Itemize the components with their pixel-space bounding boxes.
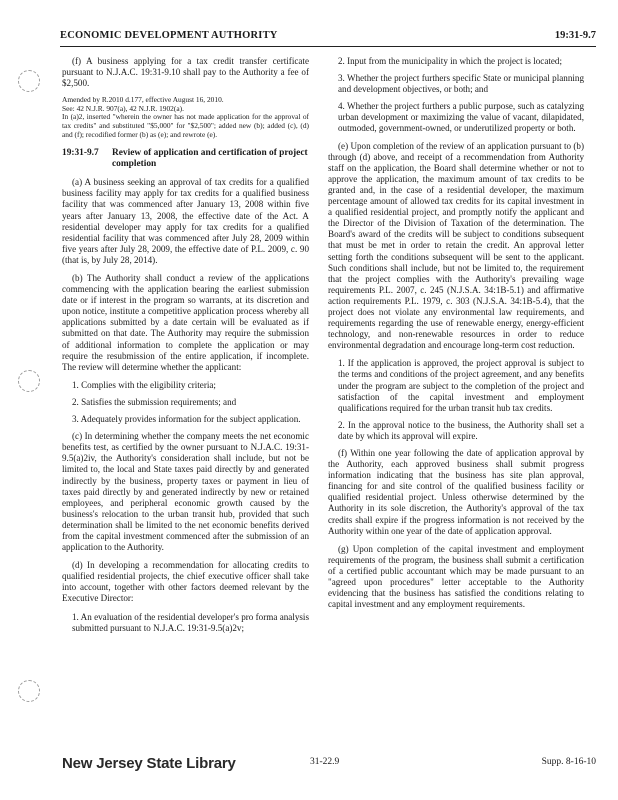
binder-holes	[14, 0, 44, 800]
right-column	[328, 56, 584, 617]
list-item-d3: 3. Whether the project furthers specific State or municipal planning and development objectives, or both; and	[338, 73, 584, 95]
header-title: ECONOMIC DEVELOPMENT AUTHORITY	[60, 30, 278, 41]
running-header	[60, 30, 596, 47]
list-item-e1: 1. If the application is approved, the project approval is subject to the terms and conditions of the project agreement, and any benefits under the program are subject to the completion of the project and satisfaction of the capital investment and employment qualifications required for the urban transit hub tax credits.	[338, 358, 584, 413]
section-number: 19:31-9.7	[62, 148, 99, 159]
paragraph-a: (a) A business seeking an approval of tax credits for a qualified business facility may apply for tax credits for a qualified business facility that was commenced after January 13, 2008 within five years after January 13, 2008, the effective date of the Act. A residential developer may apply for tax credits for a qualified residential facility that was commenced after July 28, 2009 within five years after July 28, 2009, the effective date of P.L. 2009, c. 90 (that is, by July 28, 2014).	[62, 177, 309, 265]
amendment-history	[62, 96, 309, 139]
section-heading	[62, 148, 309, 170]
header-section-ref: 19:31-9.7	[554, 30, 596, 41]
binder-hole-icon	[18, 70, 40, 92]
list-item-d2: 2. Input from the municipality in which the project is located;	[338, 56, 563, 66]
amended-line: Amended by R.2010 d.177, effective August 16, 2010.	[62, 95, 224, 105]
library-watermark: New Jersey State Library	[62, 755, 236, 772]
paragraph-c: (c) In determining whether the company meets the net economic benefits test, as certified by the owner pursuant to N.J.A.C. 19:31-9.5(a)2iv, the Authority's consideration shall include, but not be limited to, the local and State taxes paid directly by and generated indirectly by the business, property taxes or payment in lieu of taxes paid directly by and generated indirectly by new or retained employees, and peripheral economic growth caused by the business's relocation to the urban transit hub, provided that such determination shall be limited to the net economic benefits derived from the capital investment commenced after the submission of an application to the Authority.	[62, 431, 309, 553]
page-footer	[62, 755, 596, 775]
binder-hole-icon	[18, 370, 40, 392]
left-column	[62, 56, 309, 640]
section-title: Review of application and certification of project completion	[112, 148, 308, 170]
paragraph-g: (g) Upon completion of the capital investment and employment requirements of the program, the business shall submit a certification of a certified public accountant which may be made pursuant to an "agreed upon procedures" letter acceptable to the Authority evidencing that the business has satisfied the conditions relating to capital investment and any employment requirements.	[328, 543, 584, 610]
list-item-b1: 1. Complies with the eligibility criteria;	[72, 379, 216, 390]
list-item-b3: 3. Adequately provides information for the subject application.	[72, 414, 301, 425]
paragraph-e: (e) Upon completion of the review of an application pursuant to (b) through (d) above, and receipt of a recommendation from Authority staff on the application, the Board shall determine whether or not to approve the application, the maximum amount of tax credits to be granted and, in the case of a residential developer, the maximum percentage amount of allowed tax credits for its capital investment in a qualified residential project, and promptly notify the applicant and the Director of the Division of Taxation of the determination. The Board's award of the credits will be subject to conditions subsequent that must be met in order to retain the credit. An approval letter setting forth the conditions subsequent will be sent to the applicant. Such conditions shall include, but not be limited to, the requirement that the project complies with the Authority's prevailing wage requirements P.L. 2007, c. 245 (N.J.S.A. 34:1B-5.1) and affirmative action requirements P.L. 1979, c. 303 (N.J.S.A. 34:1B-5.4), that the project does not violate any environmental law requirements, and requirements regarding the use of renewable energy, energy-efficient technology, and non-renewable resources in order to reduce environmental degradation and encourage long-term cost reduction.	[328, 140, 584, 351]
list-item-b2: 2. Satisfies the submission requirements; and	[72, 396, 237, 407]
page-number: 31-22.9	[310, 757, 340, 767]
paragraph-d: (d) In developing a recommendation for allocating credits to qualified residential projects, the chief executive officer shall take into account, together with other factors deemed relevant by the Executive Director:	[62, 560, 309, 604]
list-item-e2: 2. In the approval notice to the business, the Authority shall set a date by which its approval will expire.	[338, 419, 584, 441]
list-item-d1: 1. An evaluation of the residential developer's pro forma analysis submitted pursuant to N.J.A.C. 19:31-9.5(a)2v;	[72, 611, 309, 633]
see-line: See: 42 N.J.R. 907(a), 42 N.J.R. 1902(a).	[62, 103, 184, 113]
binder-hole-icon	[18, 680, 40, 702]
paragraph-f2: (f) Within one year following the date of application approval by the Authority, each approved business shall submit progress information indicating that the business has site plan approval, financing for and site control of the qualified business facility or qualified residential project. Unless otherwise determined by the Authority in its sole discretion, the Authority's approval of the tax credits shall expire if the progress information is not received by the Authority within one year of the date of application approval.	[328, 448, 584, 536]
amendment-note: In (a)2, inserted "wherein the owner has not made application for the approval of tax credits" and substituted "$5,000" for "$2,500"; added new (b); added (c), (d) and (f); recodified former (b) as (e); and rewrote (e).	[62, 112, 309, 139]
supplement-date: Supp. 8-16-10	[541, 757, 596, 767]
paragraph-b: (b) The Authority shall conduct a review of the applications commencing with the application bearing the earliest submission date or if interest in the program so warrants, at its discretion and upon notice, institute a competitive application process whereby all applications submitted by a date certain will be evaluated as if submitted on that date. The Authority may require the submission of additional information to complete the application or may require the resubmission of the entire application, if incomplete. The review will determine whether the applicant:	[62, 273, 309, 372]
list-item-d4: 4. Whether the project furthers a public purpose, such as catalyzing urban development or maximizing the value of vacant, dilapidated, outmoded, government-owned, or underutilized property or both.	[338, 101, 584, 134]
paragraph-f: (f) A business applying for a tax credit transfer certificate pursuant to N.J.A.C. 19:31-9.10 shall pay to the Authority a fee of $2,500.	[62, 56, 309, 89]
